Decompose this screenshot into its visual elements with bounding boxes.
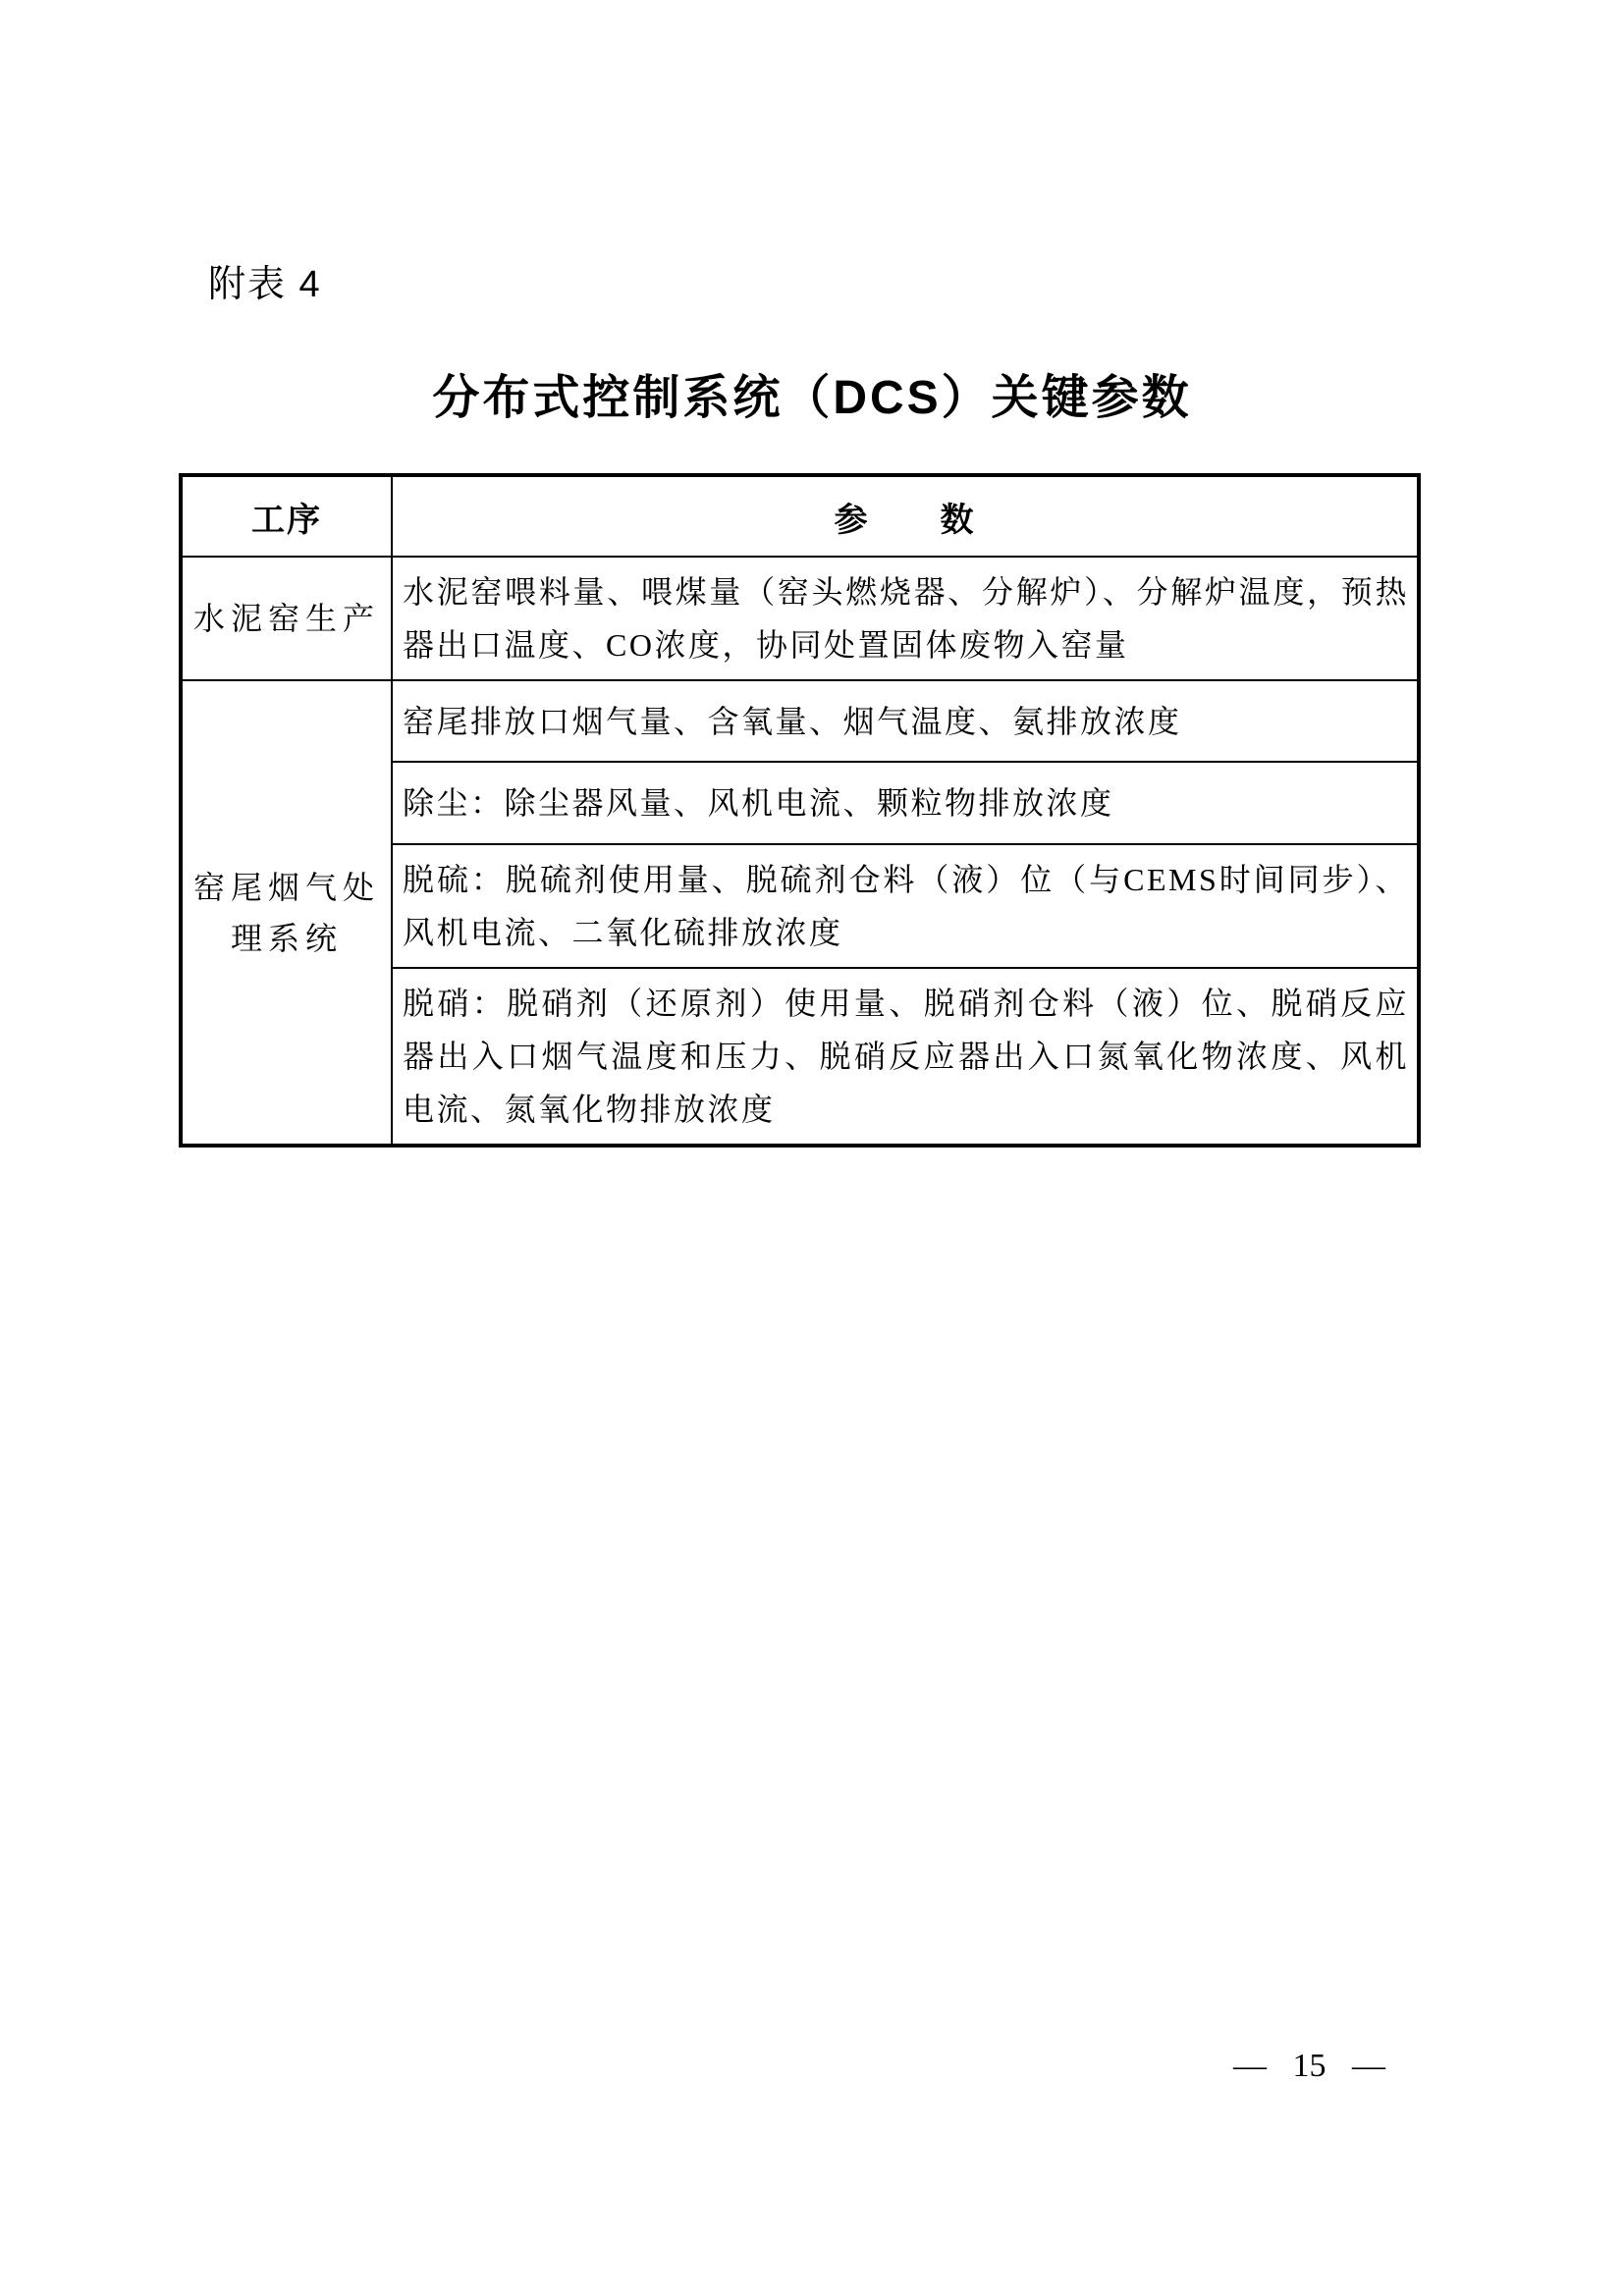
- param-cell-cement-kiln: 水泥窑喂料量、喂煤量（窑头燃烧器、分解炉）、分解炉温度，预热器出口温度、CO浓度，协同处置固体废物入窑量: [392, 557, 1419, 680]
- table-row-kiln-tail-outlet: [181, 680, 1419, 762]
- param-cell-kiln-tail-outlet: 窑尾排放口烟气量、含氧量、烟气温度、氨排放浓度: [392, 680, 1419, 762]
- appendix-label: 附表 4: [208, 264, 322, 305]
- table-row-cement-kiln: [181, 557, 1419, 680]
- param-cell-denitration: 脱硝：脱硝剂（还原剂）使用量、脱硝剂仓料（液）位、脱硝反应器出入口烟气温度和压力、脱硝反应器出入口氮氧化物浓度、风机电流、氮氧化物排放浓度: [392, 968, 1419, 1146]
- param-cell-dust-removal: 除尘：除尘器风量、风机电流、颗粒物排放浓度: [392, 762, 1419, 844]
- page-number: — 15 —: [1233, 2048, 1385, 2084]
- table-header-process: 工序: [181, 475, 392, 557]
- dcs-parameters-table: [179, 473, 1421, 1148]
- process-cell-cement-kiln: 水泥窑生产: [181, 557, 392, 680]
- table-header-row: [181, 475, 1419, 557]
- table-header-params: 参 数: [392, 475, 1419, 557]
- process-cell-kiln-tail-system: 窑尾烟气处理系统: [181, 680, 392, 1146]
- param-cell-desulfurization: 脱硫：脱硫剂使用量、脱硫剂仓料（液）位（与CEMS时间同步）、风机电流、二氧化硫排放浓度: [392, 844, 1419, 968]
- page-title: 分布式控制系统（DCS）关键参数: [432, 372, 1192, 424]
